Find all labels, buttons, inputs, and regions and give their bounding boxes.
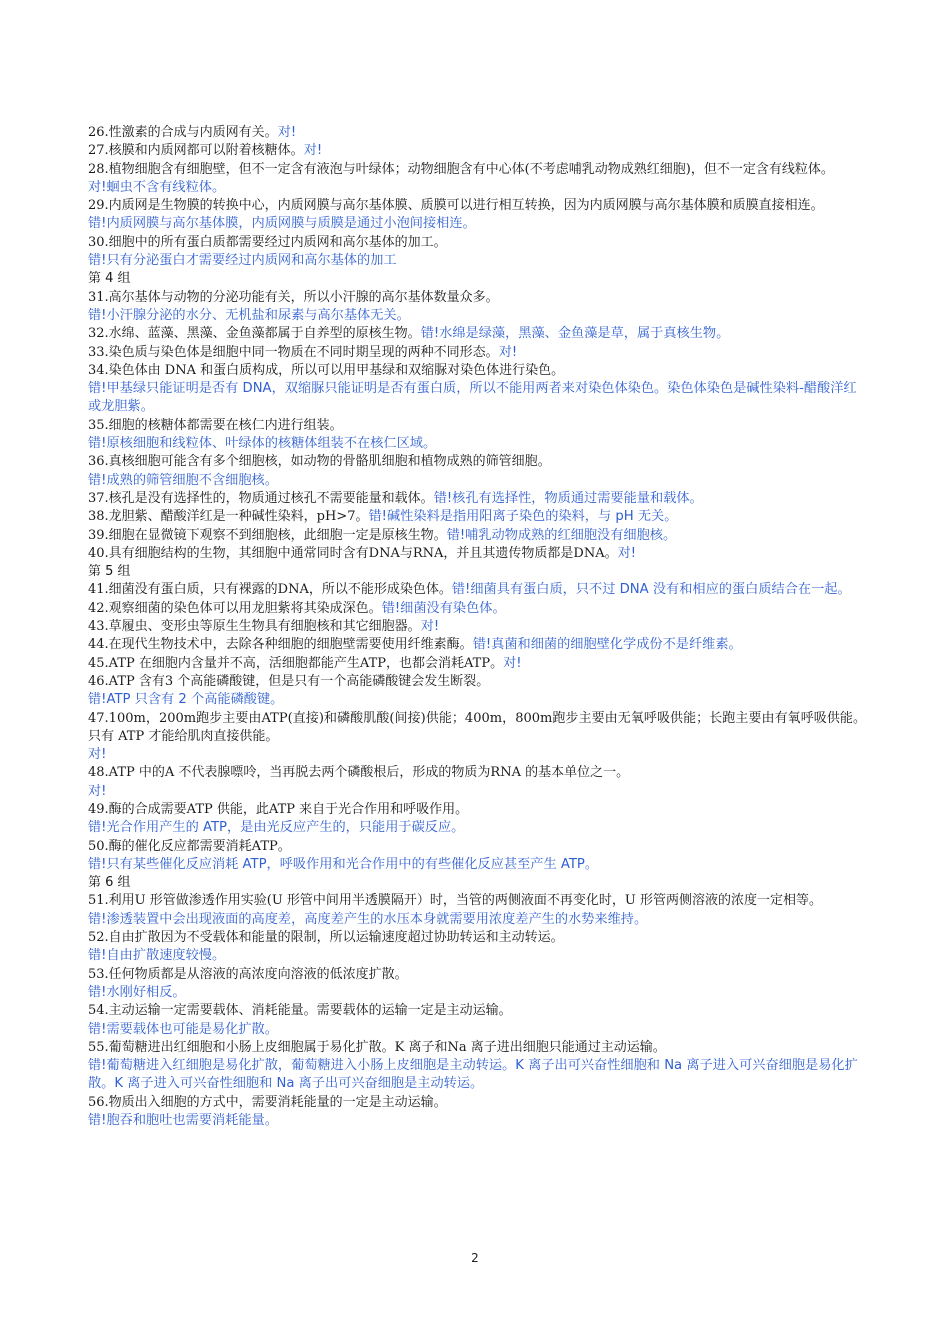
answer-line: 错!自由扩散速度较慢。 bbox=[88, 948, 226, 964]
question-line bbox=[88, 545, 866, 563]
question-text: 41.细菌没有蛋白质，只有裸露的DNA，所以不能形成染色体。 bbox=[88, 582, 452, 598]
answer-line: 错!葡萄糖进入红细胞是易化扩散，葡萄糖进入小肠上皮细胞是主动转运。K 离子出可兴奋性细胞和 Na 离子进入可兴奋细胞是易化扩散。K 离子进入可兴奋性细胞和 Na 离子出可兴奋细胞是主动转运。 bbox=[88, 1058, 858, 1092]
question-line bbox=[88, 161, 866, 179]
question-line bbox=[88, 801, 866, 819]
question-text: 51.利用U 形管做渗透作用实验(U 形管中间用半透膜隔开）时，当管的两侧液面不再变化时，U 形管两侧溶液的浓度一定相等。 bbox=[88, 893, 823, 909]
question-text: 48.ATP 中的A 不代表腺嘌呤，当再脱去两个磷酸根后，形成的物质为RNA 的基本单位之一。 bbox=[88, 765, 630, 781]
question-line bbox=[88, 453, 866, 471]
question-line bbox=[88, 929, 866, 947]
question-line bbox=[88, 344, 866, 362]
question-line bbox=[88, 581, 866, 599]
question-line bbox=[88, 508, 866, 526]
question-text: 32.水绵、蓝藻、黑藻、金鱼藻都属于自养型的原核生物。 bbox=[88, 326, 421, 342]
group-heading: 第 5 组 bbox=[88, 564, 131, 580]
answer-line: 错!只有某些催化反应消耗 ATP，呼吸作用和光合作用中的有些催化反应甚至产生 ATP。 bbox=[88, 856, 599, 872]
question-text: 26.性激素的合成与内质网有关。 bbox=[88, 125, 278, 140]
question-text: 55.葡萄糖进出红细胞和小肠上皮细胞属于易化扩散。K 离子和Na 离子进出细胞只能通过主动运输。 bbox=[88, 1039, 666, 1055]
question-text: 36.真核细胞可能含有多个细胞核，如动物的骨骼肌细胞和植物成熟的筛管细胞。 bbox=[88, 454, 551, 470]
question-line bbox=[88, 892, 866, 910]
question-text: 30.细胞中的所有蛋白质都需要经过内质网和高尔基体的加工。 bbox=[88, 234, 447, 250]
question-text: 31.高尔基体与动物的分泌功能有关，所以小汗腺的高尔基体数量众多。 bbox=[88, 289, 499, 305]
answer-line: 对!蛔虫不含有线粒体。 bbox=[88, 179, 226, 195]
question-line bbox=[88, 838, 866, 856]
question-text: 44.在现代生物技术中，去除各种细胞的细胞壁需要使用纤维素酶。 bbox=[88, 637, 473, 653]
question-text: 53.任何物质都是从溶液的高浓度向溶液的低浓度扩散。 bbox=[88, 966, 408, 982]
answer-line: 错!只有分泌蛋白才需要经过内质网和高尔基体的加工 bbox=[88, 253, 397, 269]
answer-line: 错!光合作用产生的 ATP，是由光反应产生的，只能用于碳反应。 bbox=[88, 820, 465, 836]
question-line bbox=[88, 362, 866, 380]
inline-answer: 错!细菌具有蛋白质，只不过 DNA 没有和相应的蛋白质结合在一起。 bbox=[451, 582, 851, 598]
question-line bbox=[88, 197, 866, 215]
question-text: 35.细胞的核糖体都需要在核仁内进行组装。 bbox=[88, 417, 343, 433]
answer-line: 错!ATP 只含有 2 个高能磷酸键。 bbox=[88, 692, 284, 708]
answer-line: 对! bbox=[88, 747, 107, 763]
question-line bbox=[88, 966, 866, 984]
question-text: 50.酶的催化反应都需要消耗ATP。 bbox=[88, 838, 291, 854]
document-body bbox=[88, 124, 866, 1130]
question-text: 37.核孔是没有选择性的，物质通过核孔不需要能量和载体。 bbox=[88, 490, 434, 506]
group-heading: 第 6 组 bbox=[88, 875, 131, 891]
question-text: 28.植物细胞含有细胞壁，但不一定含有液泡与叶绿体；动物细胞含有中心体(不考虑哺乳动物成熟红细胞)，但不一定含有线粒体。 bbox=[88, 161, 834, 177]
question-text: 54.主动运输一定需要载体、消耗能量。需要载体的运输一定是主动运输。 bbox=[88, 1003, 512, 1019]
answer-line: 对! bbox=[88, 783, 107, 799]
question-line bbox=[88, 710, 866, 747]
question-text: 46.ATP 含有3 个高能磷酸键，但是只有一个高能磷酸键会发生断裂。 bbox=[88, 673, 490, 689]
question-line bbox=[88, 764, 866, 782]
answer-line: 错!胞吞和胞吐也需要消耗能量。 bbox=[88, 1113, 278, 1129]
question-line bbox=[88, 490, 866, 508]
question-text: 42.观察细菌的染色体可以用龙胆紫将其染成深色。 bbox=[88, 600, 382, 616]
inline-answer: 错!细菌没有染色体。 bbox=[381, 600, 506, 616]
question-text: 49.酶的合成需要ATP 供能，此ATP 来自于光合作用和呼吸作用。 bbox=[88, 801, 469, 817]
page-number: 2 bbox=[471, 1251, 479, 1265]
question-text: 45.ATP 在细胞内含量并不高，活细胞都能产生ATP，也都会消耗ATP。 bbox=[88, 655, 504, 671]
question-text: 47.100m，200m跑步主要由ATP(直接)和磷酸肌酸(间接)供能；400m，800m跑步主要由无氧呼吸供能；长跑主要由有氧呼吸供能。只有 ATP 才能给肌肉直接供能。 bbox=[88, 710, 866, 744]
inline-answer: 对! bbox=[503, 655, 522, 671]
inline-answer: 错!哺乳动物成熟的红细胞没有细胞核。 bbox=[446, 527, 677, 543]
inline-answer: 错!真菌和细菌的细胞壁化学成份不是纤维素。 bbox=[472, 637, 742, 653]
question-line bbox=[88, 234, 866, 252]
answer-line: 错!原核细胞和线粒体、叶绿体的核糖体组装不在核仁区域。 bbox=[88, 436, 437, 452]
question-text: 38.龙胆紫、醋酸洋红是一种碱性染料，pH>7。 bbox=[88, 509, 369, 525]
question-text: 52.自由扩散因为不受载体和能量的限制，所以运输速度超过协助转运和主动转运。 bbox=[88, 930, 564, 946]
question-line bbox=[88, 1002, 866, 1020]
question-text: 56.物质出入细胞的方式中，需要消耗能量的一定是主动运输。 bbox=[88, 1094, 447, 1110]
question-line bbox=[88, 600, 866, 618]
question-line bbox=[88, 636, 866, 654]
answer-line: 错!小汗腺分泌的水分、无机盐和尿素与高尔基体无关。 bbox=[88, 307, 410, 323]
question-line bbox=[88, 1039, 866, 1057]
question-text: 27.核膜和内质网都可以附着核糖体。 bbox=[88, 143, 304, 159]
question-line bbox=[88, 618, 866, 636]
question-line bbox=[88, 325, 866, 343]
inline-answer: 对! bbox=[617, 545, 637, 561]
inline-answer: 错!水绵是绿藻，黑藻、金鱼藻是草，属于真核生物。 bbox=[420, 326, 730, 342]
question-line bbox=[88, 417, 866, 435]
question-text: 40.具有细胞结构的生物，其细胞中通常同时含有DNA与RNA，并且其遗传物质都是DNA。 bbox=[88, 545, 618, 561]
question-line bbox=[88, 124, 866, 142]
question-line bbox=[88, 142, 866, 160]
question-line bbox=[88, 1094, 866, 1112]
inline-answer: 对! bbox=[420, 619, 440, 635]
answer-line: 错!需要载体也可能是易化扩散。 bbox=[88, 1021, 278, 1037]
inline-answer: 对! bbox=[498, 344, 518, 360]
question-text: 33.染色质与染色体是细胞中同一物质在不同时期呈现的两种不同形态。 bbox=[88, 344, 499, 360]
group-heading: 第 4 组 bbox=[88, 271, 131, 287]
question-line bbox=[88, 289, 866, 307]
inline-answer: 错!碱性染料是指用阳离子染色的染料，与 pH 无关。 bbox=[368, 509, 678, 525]
answer-line: 错!水刚好相反。 bbox=[88, 984, 186, 1000]
question-line bbox=[88, 527, 866, 545]
inline-answer: 对! bbox=[303, 143, 323, 159]
answer-line: 错!成熟的筛管细胞不含细胞核。 bbox=[88, 472, 278, 488]
question-text: 39.细胞在显微镜下观察不到细胞核，此细胞一定是原核生物。 bbox=[88, 527, 447, 543]
answer-line: 错!内质网膜与高尔基体膜，内质网膜与质膜是通过小泡间接相连。 bbox=[88, 216, 476, 232]
question-text: 34.染色体由 DNA 和蛋白质构成，所以可以用甲基绿和双缩脲对染色体进行染色。 bbox=[88, 362, 565, 378]
inline-answer: 对! bbox=[277, 125, 297, 140]
question-line bbox=[88, 655, 866, 673]
inline-answer: 错!核孔有选择性，物质通过需要能量和载体。 bbox=[433, 490, 703, 506]
question-text: 29.内质网是生物膜的转换中心，内质网膜与高尔基体膜、质膜可以进行相互转换，因为内质网膜与高尔基体膜和质膜直接相连。 bbox=[88, 198, 824, 214]
question-line bbox=[88, 673, 866, 691]
answer-line: 错!渗透装置中会出现液面的高度差，高度差产生的水压本身就需要用浓度差产生的水势来维持。 bbox=[88, 911, 648, 927]
question-text: 43.草履虫、变形虫等原生生物具有细胞核和其它细胞器。 bbox=[88, 619, 421, 635]
answer-line: 错!甲基绿只能证明是否有 DNA，双缩脲只能证明是否有蛋白质，所以不能用两者来对染色体染色。染色体染色是碱性染料-醋酸洋红或龙胆紫。 bbox=[88, 381, 857, 415]
